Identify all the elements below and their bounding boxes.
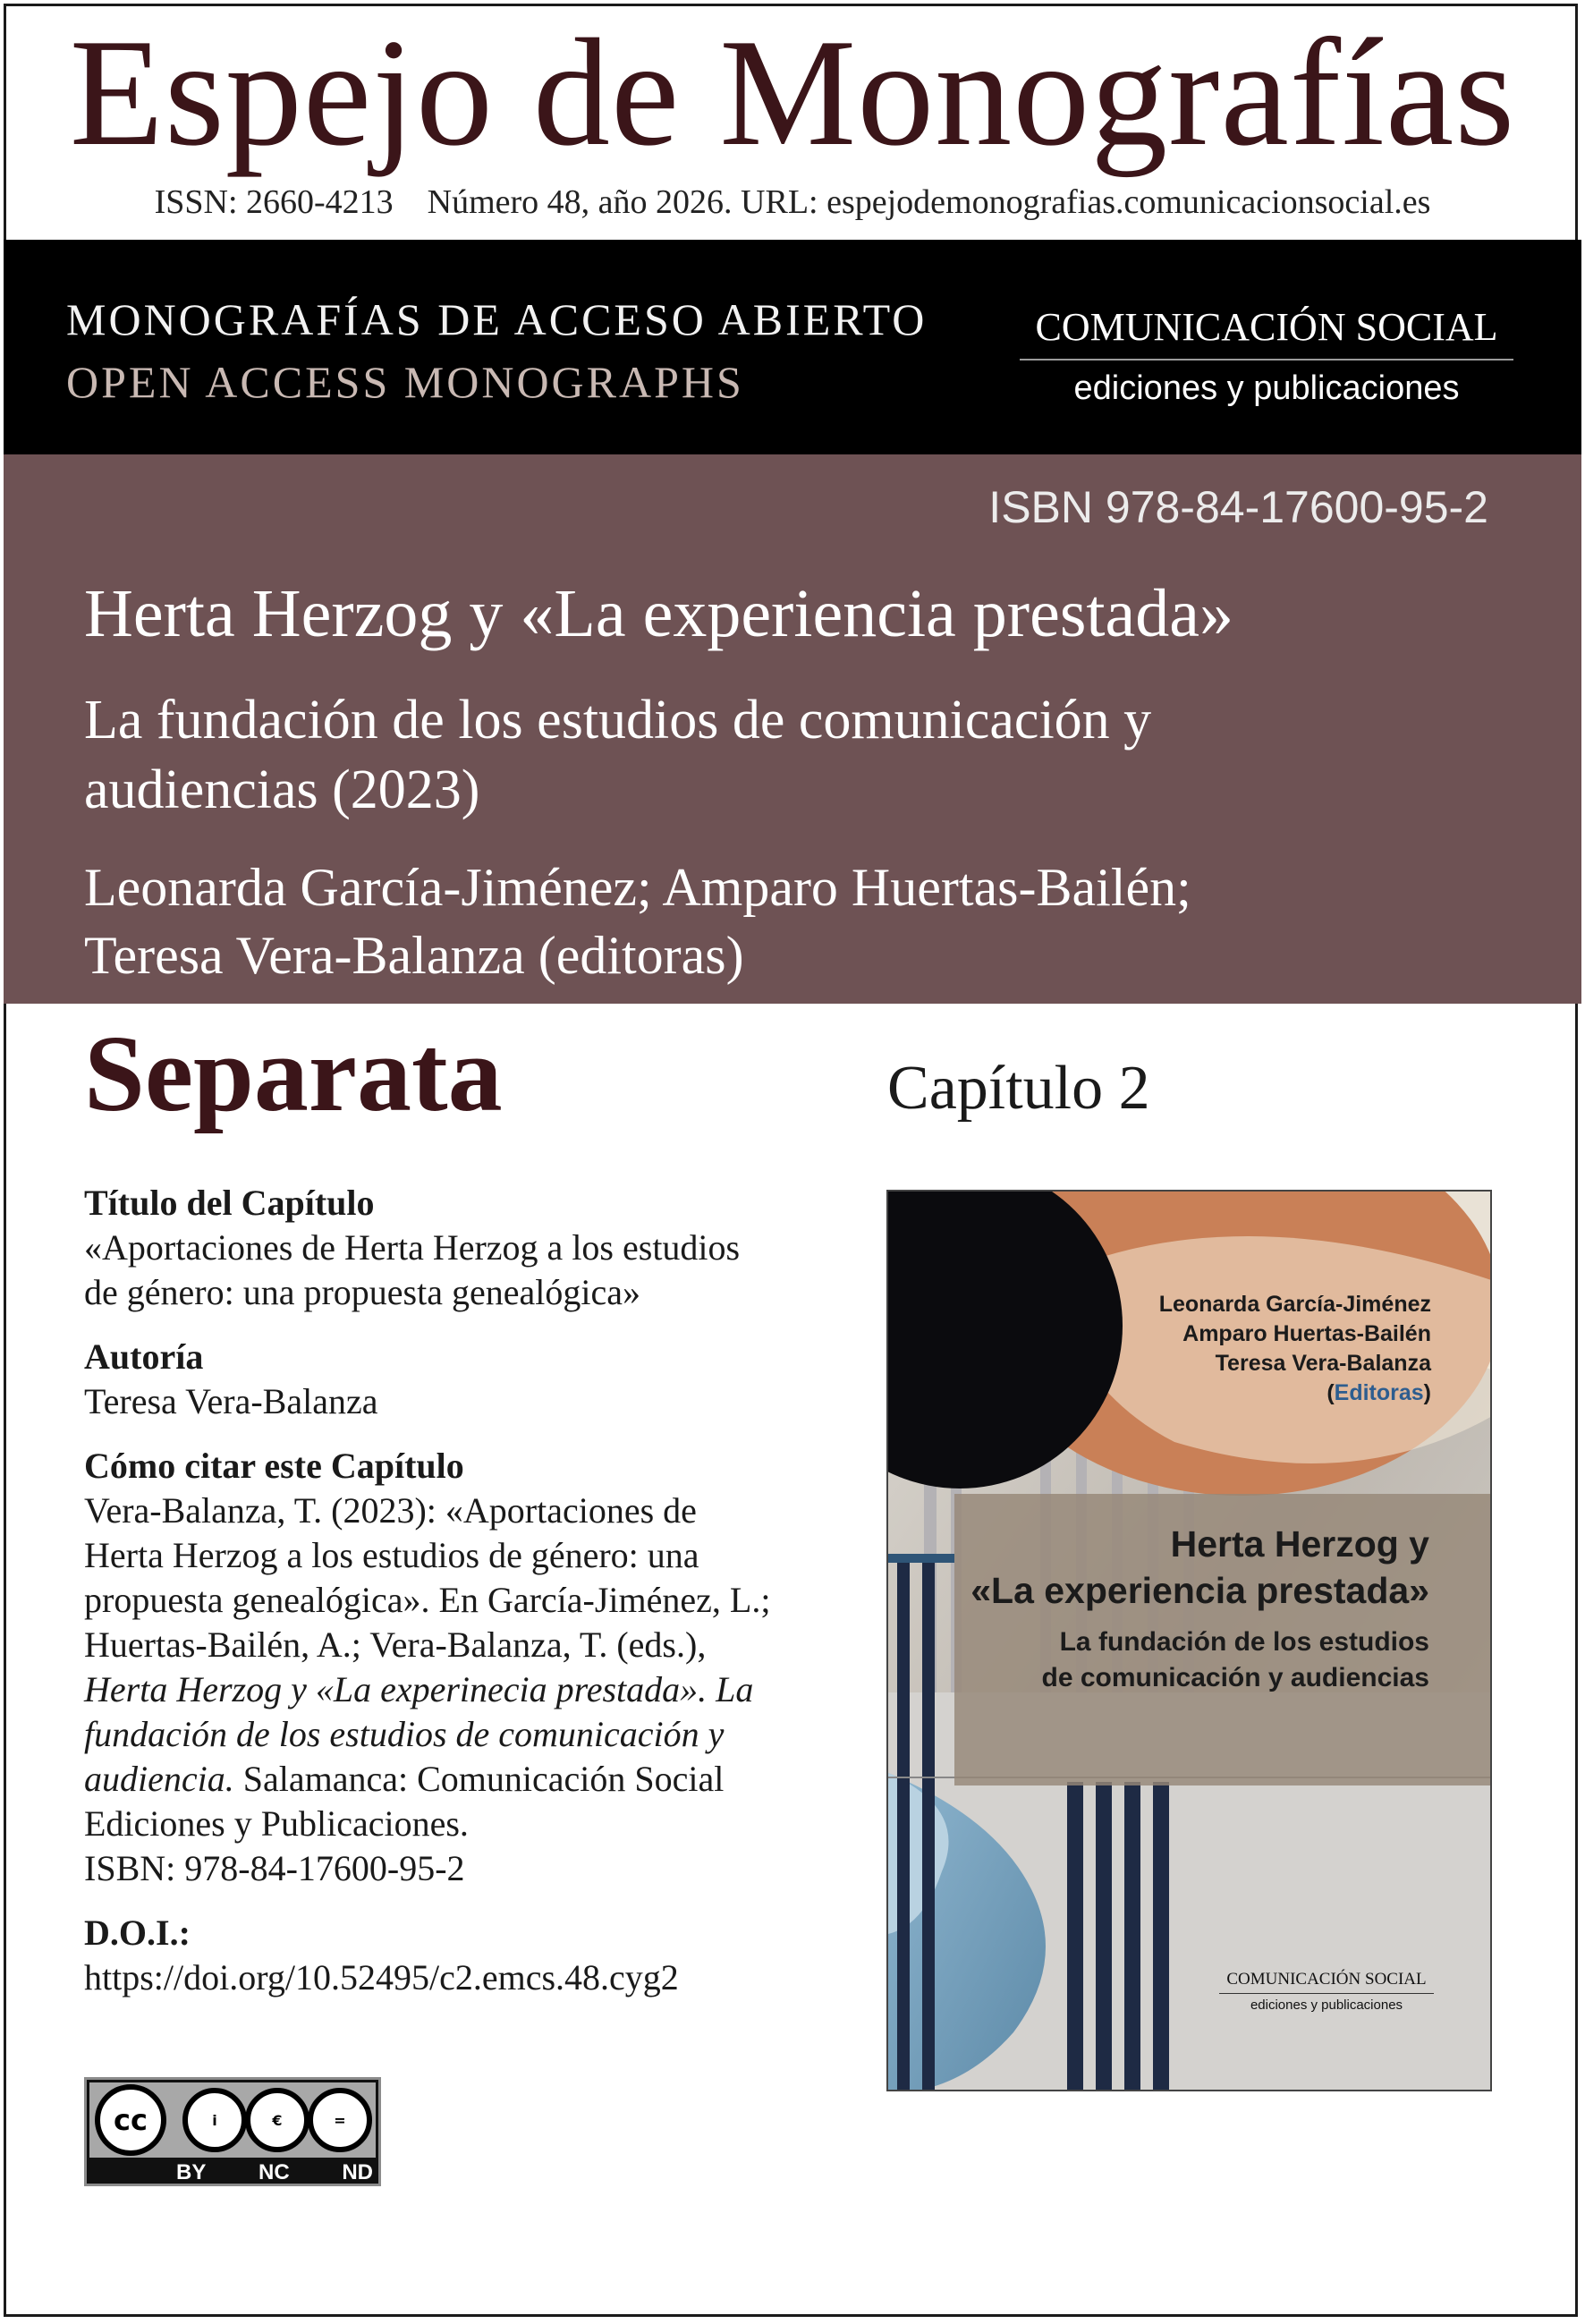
cover-subtitle [1042,1624,1429,1696]
open-access-band [4,240,1581,454]
chapter-title: «Aportaciones de Herta Herzog a los estudios de género: una propuesta genealógica» [84,1227,741,1312]
book-subtitle: La fundación de los estudios de comunicación y audiencias (2023) [84,690,1152,820]
cc-nc-label: NC [259,2160,290,2184]
cover-editor-3: Teresa Vera-Balanza [1215,1351,1431,1376]
citation-part-a: Vera-Balanza, T. (2023): «Aportaciones de Herta Herzog a los estudios de género: una propuesta genealógica». En García-Jiménez, L.; Huertas-Bailén, A.; Vera-Balanza, T. (eds.), [84,1490,771,1665]
cover-publisher-subtitle: ediciones y publicaciones [1250,1997,1403,2013]
book-isbn: ISBN 978-84-17600-95-2 [988,482,1488,532]
cover-publisher-name: COMUNICACIÓN SOCIAL [1219,1970,1434,1994]
book-info-band [4,454,1581,1004]
journal-meta [0,182,1585,222]
author-label: Autoría [84,1336,204,1377]
open-access-spanish: MONOGRAFÍAS DE ACCESO ABIERTO [66,294,928,344]
cover-subtitle-line-2: de comunicación y audiencias [1041,1663,1429,1692]
cc-badge-top [89,2082,376,2158]
issn: ISSN: 2660-4213 [154,183,394,221]
masthead [0,0,1585,240]
noncommercial-icon: € [245,2088,309,2152]
chapter-author: Teresa Vera-Balanza [84,1381,378,1421]
cc-icon: cc [95,2084,166,2156]
citation-isbn: ISBN: 978-84-17600-95-2 [84,1848,465,1888]
cc-license-badge[interactable] [84,2077,381,2186]
book-title: Herta Herzog y «La experiencia prestada» [84,576,1233,651]
chapter-number: Capítulo 2 [887,1054,1150,1123]
citation [84,1489,773,1891]
citation-label: Cómo citar este Capítulo [84,1446,464,1486]
cc-by-label: BY [176,2160,207,2184]
cover-editor-2: Amparo Huertas-Bailén [1182,1321,1431,1346]
doi-link[interactable]: https://doi.org/10.52495/c2.emcs.48.cyg2 [84,1957,679,1997]
cc-license-labels [176,2160,373,2185]
issue-url: Número 48, año 2026. URL: espejodemonografias.comunicacionsocial.es [427,183,1431,221]
noderivatives-icon: = [308,2088,372,2152]
cc-nd-label: ND [342,2160,373,2184]
cover-publisher-logo [1219,1970,1434,2013]
publisher-name: COMUNICACIÓN SOCIAL [1020,304,1513,360]
citation-part-b: Salamanca: Comunicación Social Ediciones y Publicaciones. [84,1759,725,1844]
cover-title-line-2: «La experiencia prestada» [970,1570,1429,1611]
cover-editors [1159,1290,1431,1408]
cover-title [970,1521,1429,1614]
book-cover-image [886,1190,1492,2091]
cover-subtitle-line-1: La fundación de los estudios [1059,1627,1429,1657]
cover-title-line-1: Herta Herzog y [1170,1523,1429,1565]
open-access-english: OPEN ACCESS MONOGRAPHS [66,357,744,407]
publisher-subtitle: ediciones y publicaciones [1073,369,1460,407]
doi-label: D.O.I.: [84,1913,191,1953]
separata-heading: Separata [84,1014,503,1134]
cover-editor-1: Leonarda García-Jiménez [1158,1292,1431,1317]
attribution-icon: i [182,2088,247,2152]
citation-book-title: Herta Herzog y «La experinecia prestada». La fundación de los estudios de comunicación y audiencia. [84,1669,754,1799]
publisher-logo [1020,304,1513,408]
cover-editors-note: (Editoras) [1326,1380,1431,1405]
chapter-title-label: Título del Capítulo [84,1183,375,1223]
book-editors: Leonarda García-Jiménez; Amparo Huertas-Bailén; Teresa Vera-Balanza (editoras) [84,858,1191,985]
journal-title: Espejo de Monografías [69,8,1516,178]
chapter-info [84,1181,773,2020]
